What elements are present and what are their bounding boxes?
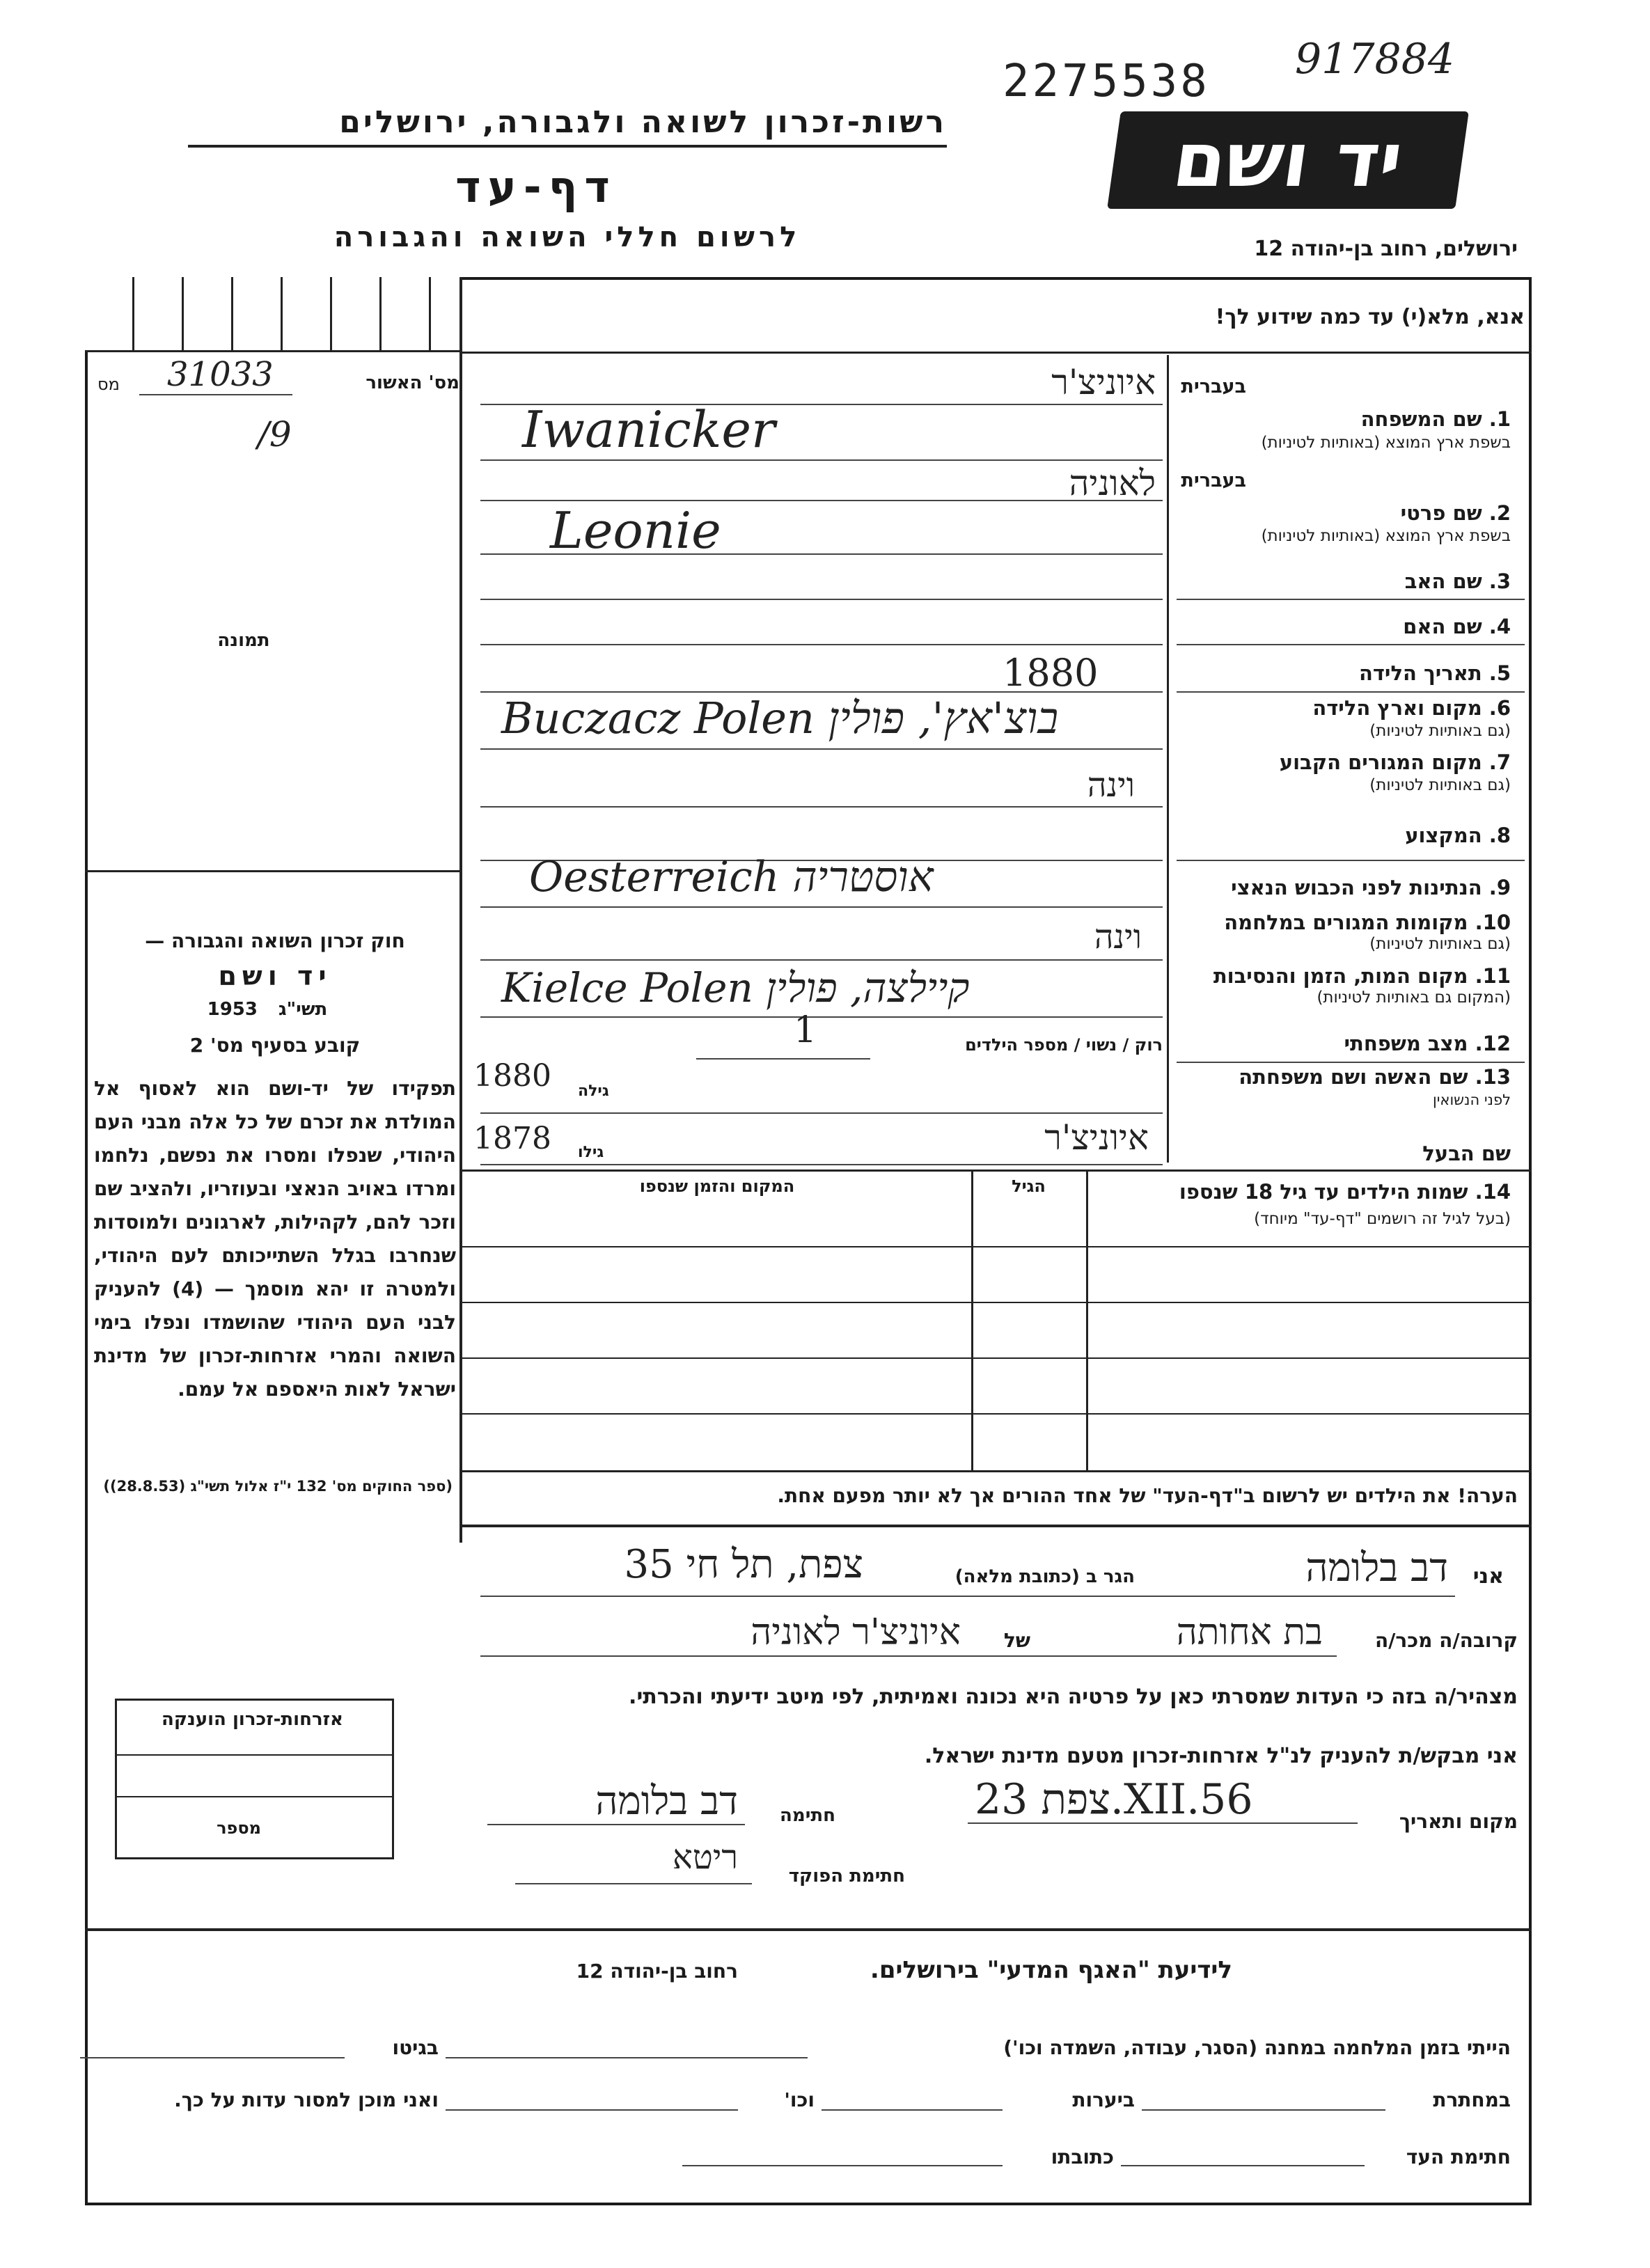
- footer-line1-blank-2: [80, 2057, 345, 2058]
- husband-name-value: איוניצ'ר: [1044, 1117, 1149, 1158]
- address-value: צפת, תל חי 35: [624, 1542, 863, 1587]
- relation-label: קרובה/ה מכר/ה: [1374, 1629, 1518, 1652]
- footer-line2-start: במחתרת: [1433, 2088, 1511, 2111]
- intro-divider: [459, 352, 1532, 354]
- official-signature-line: [515, 1883, 752, 1884]
- mother-name-line: [480, 644, 1163, 645]
- children-row-line-2: [459, 1357, 1532, 1359]
- form-subtitle: לרשום חללי השואה והגבורה: [333, 221, 801, 253]
- children-col-age: הגיל: [1012, 1176, 1046, 1196]
- birth-place-label: 6. מקום וארץ הלידה: [1312, 696, 1511, 720]
- place-date-label: מקום ותאריך: [1399, 1810, 1518, 1833]
- place-date-value: צפת 23.XII.56: [975, 1775, 1253, 1824]
- declarant-name: דב בלומה: [1305, 1545, 1448, 1591]
- nationality-label: 9. הנתינות לפני הכבוש הנאצי: [1231, 876, 1511, 899]
- wartime-residence-line: [480, 959, 1163, 961]
- signature-line: [487, 1824, 745, 1825]
- relation-line: [480, 1655, 1337, 1657]
- citizenship-box-line-1: [115, 1754, 392, 1756]
- footer-line3-blank-2: [682, 2165, 1003, 2166]
- children-row-line-1: [459, 1302, 1532, 1303]
- declarant-label: אני: [1472, 1564, 1504, 1589]
- photo-bottom-line: [85, 870, 461, 872]
- children-header-line: [459, 1246, 1532, 1247]
- residence-line: [480, 806, 1163, 808]
- approval-number: 31033: [167, 355, 274, 394]
- mother-name-line-right: [1177, 644, 1525, 645]
- mother-name-label: 4. שם האם: [1403, 615, 1511, 638]
- first-name-heb-label: בעברית: [1181, 470, 1246, 491]
- residence-label: 7. מקום המגורים הקבוע: [1279, 750, 1511, 774]
- children-sub: (בעל לגיל זה רושמים "דף-עד" מיוחד): [1254, 1210, 1511, 1228]
- marital-status-options: רוק / נשוי / מספר הילדים: [965, 1035, 1163, 1055]
- photo-label: תמונה: [217, 630, 270, 651]
- birth-place-value: Buczacz Polen בוצ'אץ', פולין: [501, 693, 1059, 743]
- law-year: 1953: [207, 999, 258, 1020]
- of-label: של: [1003, 1629, 1030, 1652]
- family-name-latin-line: [480, 459, 1163, 461]
- signature-label: חתימה: [780, 1805, 835, 1826]
- father-name-line: [480, 599, 1163, 600]
- official-signature-label: חתימת הפוקד: [788, 1866, 905, 1887]
- first-name-heb-value: לאוניה: [1069, 463, 1156, 503]
- approval-sub: /9: [258, 414, 292, 455]
- children-col-divider-1: [1086, 1170, 1088, 1472]
- family-name-heb-label: בעברית: [1181, 376, 1246, 397]
- footer-title: לידיעת "האגף המדעי" בירושלים.: [870, 1956, 1232, 1984]
- wife-age-value: 1880: [473, 1058, 551, 1094]
- law-year-he: תשי"ג: [278, 999, 328, 1020]
- profession-line-right: [1177, 860, 1525, 861]
- law-clause: קובע בסעיף מס' 2: [189, 1034, 361, 1057]
- law-name: יד ושם: [218, 961, 332, 991]
- children-col-divider-2: [971, 1170, 973, 1472]
- footer-line2-mid2: וכו': [784, 2088, 815, 2111]
- footer-address: רחוב בן-יהודה 12: [576, 1960, 738, 1983]
- declarant-line: [480, 1596, 1455, 1597]
- approval-label: מס' האשור: [366, 372, 459, 393]
- children-table-top: [459, 1170, 1532, 1172]
- birth-date-value: 1880: [1003, 651, 1099, 695]
- note-bottom-line: [459, 1525, 1532, 1527]
- left-panel-divider: [459, 277, 462, 1543]
- footer-line2-blank-3: [446, 2109, 738, 2111]
- doc-number: 2275538: [1003, 56, 1210, 107]
- death-place-sub: (המקום גם באותיות לטיניות): [1317, 989, 1511, 1007]
- official-signature-value: ריטא: [673, 1838, 738, 1877]
- institution-name: רשות-זכרון לשואה ולגבורה, ירושלים: [339, 104, 947, 140]
- wartime-residence-value: וינה: [1094, 918, 1142, 956]
- husband-label: שם הבעל: [1422, 1142, 1511, 1165]
- children-row-line-3: [459, 1413, 1532, 1415]
- nationality-line: [480, 906, 1163, 908]
- signature-value: דב בלומה: [595, 1779, 738, 1824]
- yad-vashem-logo: יד ושם: [1107, 111, 1469, 209]
- birth-place-line: [480, 748, 1163, 750]
- relation-value: בת אחותה: [1176, 1612, 1323, 1653]
- children-col-place: המקום והזמן שנספו: [639, 1176, 795, 1196]
- wife-name-label: 13. שם האשה ושם משפחתה: [1239, 1065, 1511, 1089]
- residence-sub: (גם באותיות לטיניות): [1369, 776, 1511, 794]
- husband-age-value: 1878: [473, 1121, 551, 1156]
- footer-line2-end: ואני מוכן למסור עדות על כך.: [174, 2088, 439, 2111]
- of-value: איוניצ'ר לאוניה: [751, 1612, 961, 1653]
- death-place-value: Kielce Polen קיילצה, פולין: [501, 964, 970, 1011]
- footer-line1: הייתי בזמן המלחמה במחנה (הסגר, עבודה, השמדה וכו'): [1003, 2036, 1511, 2059]
- birth-place-sub: (גם באותיות לטיניות): [1369, 722, 1511, 740]
- birth-date-label: 5. תאריך הלידה: [1358, 661, 1511, 685]
- footer-line2-blank-1: [1142, 2109, 1385, 2111]
- approval-suffix: מס: [97, 375, 120, 394]
- wartime-residence-sub: (גם באותיות לטיניות): [1369, 935, 1511, 953]
- footer-top-line: [85, 1928, 1532, 1931]
- form-title: דף-עד: [455, 162, 617, 212]
- institution-underline: [188, 145, 947, 148]
- father-name-label: 3. שם האב: [1404, 569, 1511, 593]
- wife-age-label: גילה: [578, 1082, 609, 1100]
- profession-label: 8. המקצוע: [1405, 824, 1511, 847]
- place-date-line: [968, 1822, 1358, 1824]
- wartime-residence-label: 10. מקומות המגורים במלחמה: [1224, 911, 1511, 934]
- nationality-value: Oesterreich אוסטריה: [529, 853, 934, 901]
- children-count: 1: [794, 1009, 817, 1051]
- wife-name-sub: לפני הנשואין: [1432, 1092, 1511, 1108]
- family-name-heb-value: איוניצ'ר: [1051, 362, 1156, 402]
- approval-line: [139, 394, 292, 395]
- father-name-line-right: [1177, 599, 1525, 600]
- declaration-statement: מצהיר/ה בזה כי העדות שמסרתי כאן על פרטיה היא נכונה ואמיתית, לפי מיטב ידיעתי והכרתי.: [629, 1685, 1518, 1709]
- marital-status-line: [696, 1058, 870, 1060]
- family-name-latin-value: Iwanicker: [522, 400, 776, 459]
- footer-line1-end: בגיטו: [392, 2036, 439, 2059]
- citizenship-request: אני מבקש/ת להעניק לנ"ל אזרחות-זכרון מטעם מדינת ישראל.: [924, 1744, 1518, 1768]
- first-name-latin-value: Leonie: [550, 501, 721, 560]
- law-title: חוק זכרון השואה והגבורה —: [145, 929, 405, 952]
- residence-value: וינה: [1087, 766, 1135, 805]
- husband-line: [480, 1164, 1163, 1165]
- law-reference: (ספר החוקים מס' 132 י"ז אלול תשי"ג (28.8.53)): [103, 1478, 453, 1495]
- first-name-sub: בשפת ארץ המוצא (באותיות לטיניות): [1261, 527, 1511, 545]
- children-table-bottom: [459, 1470, 1532, 1472]
- footer-line2-blank-2: [822, 2109, 1003, 2111]
- footer-line3-start: חתימת העד: [1406, 2145, 1511, 2168]
- family-name-label: 1. שם המשפחה: [1360, 407, 1511, 431]
- marital-status-label: 12. מצב משפחתי: [1344, 1032, 1511, 1055]
- law-text: תפקידו של יד-ושם הוא לאסוף אל המולדת את זכרם של כל אלה מבני העם היהודי, שנפלו ומסרו את נפשם, נלחמו ומרדו באויב הנאצי ובעוזריו, ולהציב שם וזכר להם, לקהילות, לארגונים ולמוסדות שנחרבו בגלל השתייכותם לעם היהודי, ולמטרה זו יהא מוסמך — (4) להעניק לבני העם היהודי שהושמדו ונפלו בימי השואה והמרי אזרחות-זכרון של מדינת ישראל לאות היאספם אל עמם.: [94, 1077, 456, 1401]
- header-address: ירושלים, רחוב בן-יהודה 12: [1254, 237, 1518, 261]
- death-place-line: [480, 1016, 1163, 1018]
- footer-line3-blank-1: [1121, 2165, 1365, 2166]
- note-text: הערה! את הילדים יש לרשום ב"דף-העד" של אחד ההורים אך לא יותר מפעם אחת.: [777, 1484, 1518, 1507]
- footer-line1-blank: [446, 2057, 808, 2058]
- footer-line3-mid: כתובתו: [1051, 2145, 1114, 2168]
- family-name-sub: בשפת ארץ המוצא (באותיות לטיניות): [1261, 434, 1511, 452]
- address-label: הגר ב (כתובת מלאה): [954, 1566, 1135, 1587]
- marital-status-line-right: [1177, 1062, 1525, 1063]
- citizenship-box-line-2: [115, 1796, 392, 1797]
- citizenship-box-title: אזרחות-זכרון הוענקה: [162, 1709, 343, 1730]
- form-intro: אנא, מלא(י) עד כמה שידוע לך!: [1215, 305, 1525, 329]
- handwritten-number: 917884: [1295, 35, 1455, 84]
- field-column-divider: [1167, 355, 1169, 1163]
- birth-date-line-right: [1177, 691, 1525, 693]
- citizenship-box-number: מספר: [217, 1818, 261, 1838]
- left-top-boxes: [85, 277, 459, 352]
- husband-age-label: גילו: [578, 1144, 604, 1161]
- children-label: 14. שמות הילדים עד גיל 18 שנספו: [1179, 1180, 1511, 1204]
- first-name-label: 2. שם פרטי: [1400, 501, 1511, 525]
- wife-name-line: [480, 1112, 1163, 1114]
- footer-line2-mid: ביערות: [1072, 2088, 1135, 2111]
- death-place-label: 11. מקום המות, הזמן והנסיבות: [1213, 964, 1511, 988]
